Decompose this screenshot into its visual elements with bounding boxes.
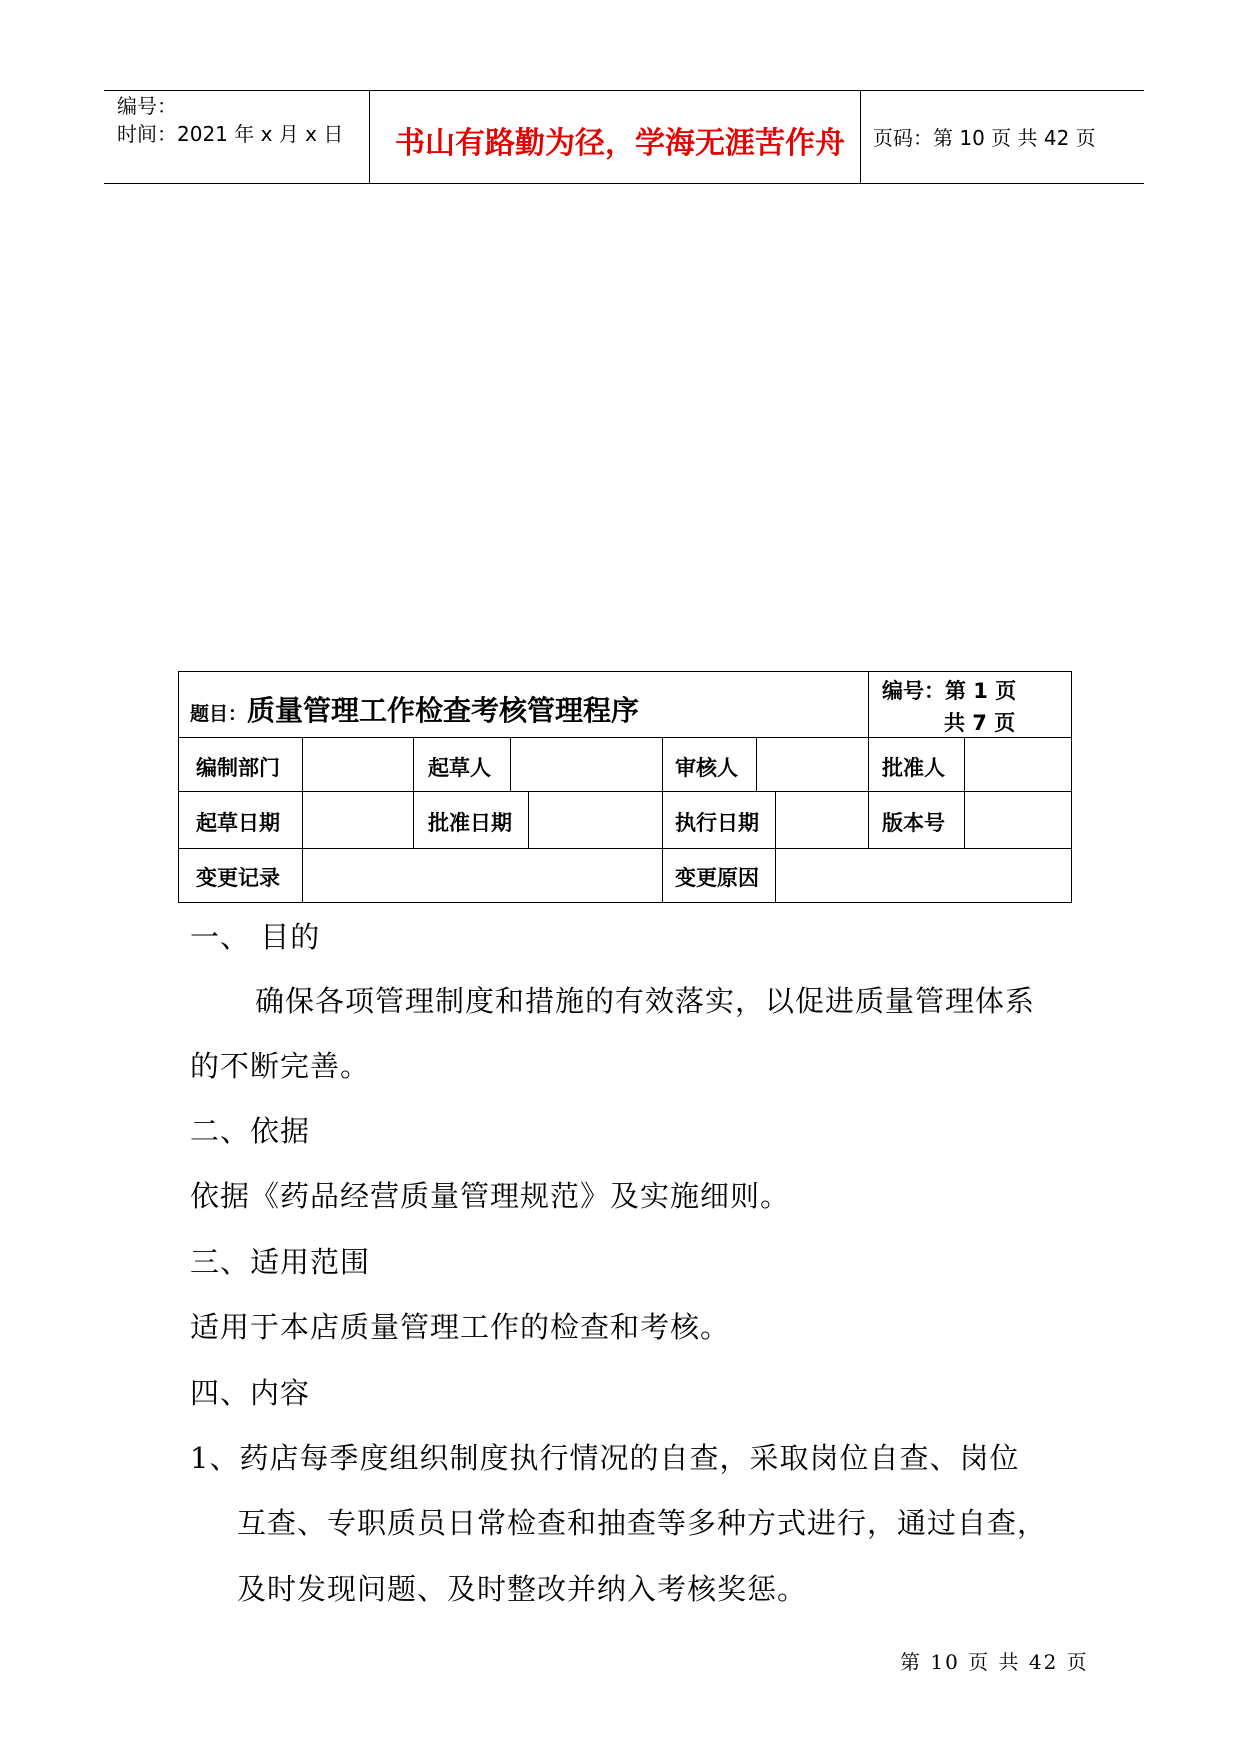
page-footer: 第 10 页 共 42 页 <box>900 1650 1089 1674</box>
label-reviewer: 审核人 <box>675 756 738 780</box>
label-drafter: 起草人 <box>428 756 491 780</box>
section-2-heading: 二、依据 <box>190 1114 311 1148</box>
label-change-reason: 变更原因 <box>675 866 759 890</box>
header-divider-right <box>860 90 861 184</box>
item-1-line-1: 1、药店每季度组织制度执行情况的自查，采取岗位自查、岗位 <box>190 1441 1020 1475</box>
section-4-heading: 四、内容 <box>190 1376 311 1410</box>
header-time-label: 时间：2021 年 x 月 x 日 <box>117 122 344 146</box>
header-bottom-rule <box>104 183 1144 184</box>
section-2-paragraph: 依据《药品经营质量管理规范》及实施细则。 <box>190 1179 791 1213</box>
section-3-heading: 三、适用范围 <box>190 1245 371 1279</box>
label-effective-date: 执行日期 <box>675 811 759 835</box>
header-divider-left <box>369 90 370 184</box>
label-version: 版本号 <box>882 811 945 835</box>
label-approval-date: 批准日期 <box>428 811 512 835</box>
document-title <box>190 689 639 729</box>
item-1-line-3: 及时发现问题、及时整改并纳入考核奖惩。 <box>237 1572 808 1606</box>
header-motto: 书山有路勤为径，学海无涯苦作舟 <box>395 126 845 161</box>
label-compiling-dept: 编制部门 <box>196 756 280 780</box>
document-total-pages: 共 7 页 <box>944 711 1016 735</box>
header-top-rule <box>104 90 1144 91</box>
document-info-table <box>178 671 1072 903</box>
item-1-line-2: 互查、专职质员日常检查和抽查等多种方式进行，通过自查， <box>237 1506 1048 1540</box>
header-page-code: 页码：第 10 页 共 42 页 <box>873 126 1096 150</box>
section-1-paragraph-line-1: 确保各项管理制度和措施的有效落实，以促进质量管理体系 <box>255 984 1036 1018</box>
section-1-paragraph-line-2: 的不断完善。 <box>190 1049 371 1083</box>
title-text: 质量管理工作检查考核管理程序 <box>247 694 640 727</box>
header-number-label: 编号： <box>117 94 177 118</box>
section-3-paragraph: 适用于本店质量管理工作的检查和考核。 <box>190 1310 731 1344</box>
label-change-record: 变更记录 <box>196 866 280 890</box>
section-1-heading: 一、 目的 <box>190 920 321 954</box>
document-number: 编号：第 1 页 <box>882 679 1017 703</box>
title-prefix: 题目： <box>190 703 248 725</box>
label-draft-date: 起草日期 <box>196 811 280 835</box>
label-approver: 批准人 <box>882 756 945 780</box>
